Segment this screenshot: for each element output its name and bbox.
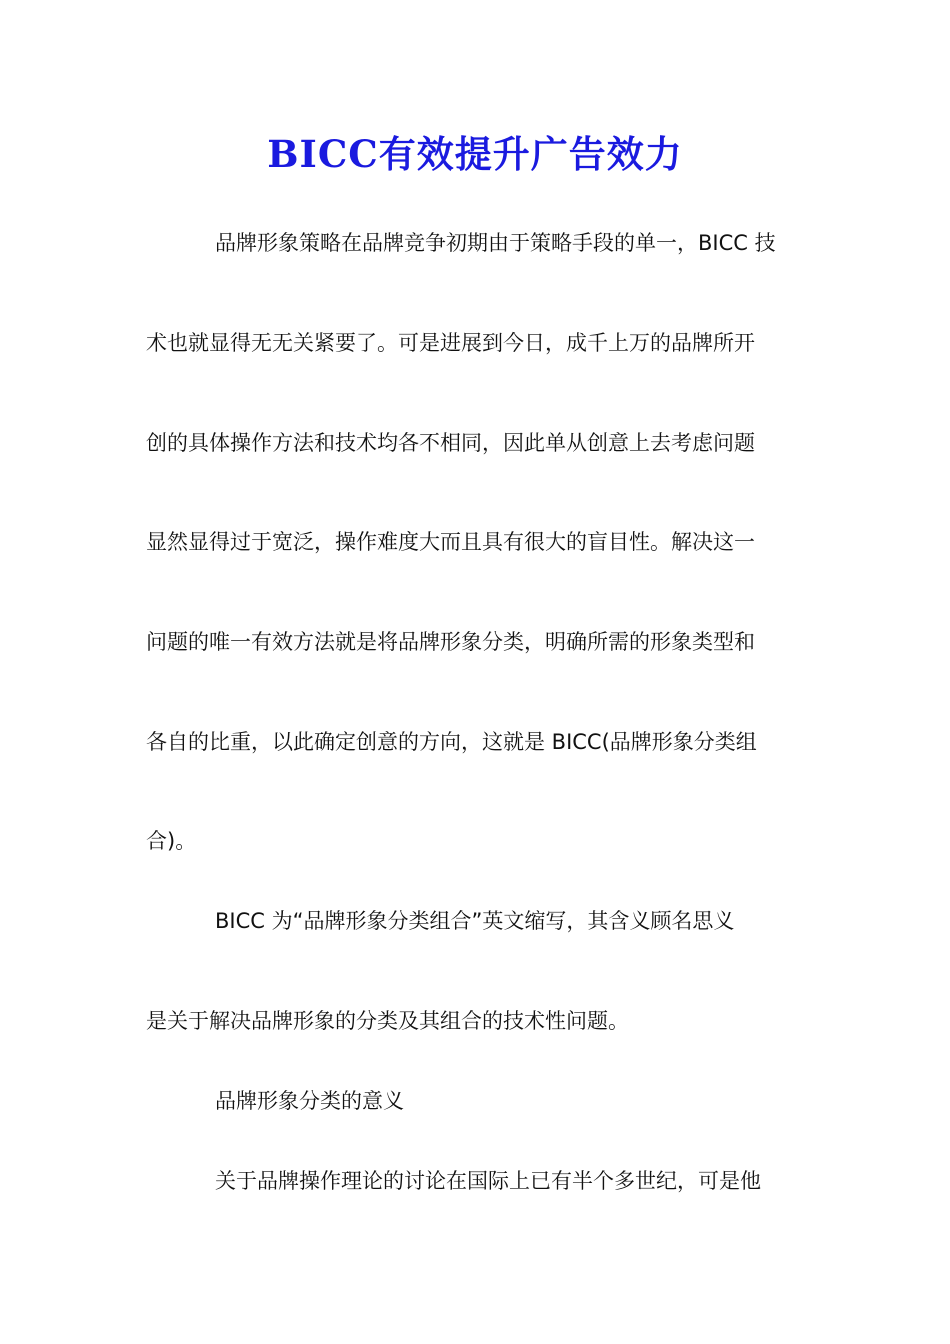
section-heading: 品牌形象分类的意义 — [215, 1089, 404, 1113]
paragraph-line: 术也就显得无无关紧要了。可是进展到今日，成千上万的品牌所开 — [146, 331, 755, 355]
paragraph-line: 关于品牌操作理论的讨论在国际上已有半个多世纪，可是他 — [215, 1169, 761, 1193]
paragraph-line: 是关于解决品牌形象的分类及其组合的技术性问题。 — [146, 1009, 629, 1033]
paragraph-line: 合)。 — [146, 829, 197, 853]
document-title: BICC有效提升广告效力 — [267, 132, 683, 176]
paragraph-line: 显然显得过于宽泛，操作难度大而且具有很大的盲目性。解决这一 — [146, 530, 755, 554]
paragraph-line: 问题的唯一有效方法就是将品牌形象分类，明确所需的形象类型和 — [146, 630, 755, 654]
paragraph-line: 创的具体操作方法和技术均各不相同，因此单从创意上去考虑问题 — [146, 431, 755, 455]
paragraph-line: 品牌形象策略在品牌竞争初期由于策略手段的单一，BICC 技 — [215, 231, 776, 255]
paragraph-line: BICC 为“品牌形象分类组合”英文缩写，其含义顾名思义 — [215, 909, 735, 933]
paragraph-line: 各自的比重，以此确定创意的方向，这就是 BICC(品牌形象分类组 — [146, 730, 757, 754]
